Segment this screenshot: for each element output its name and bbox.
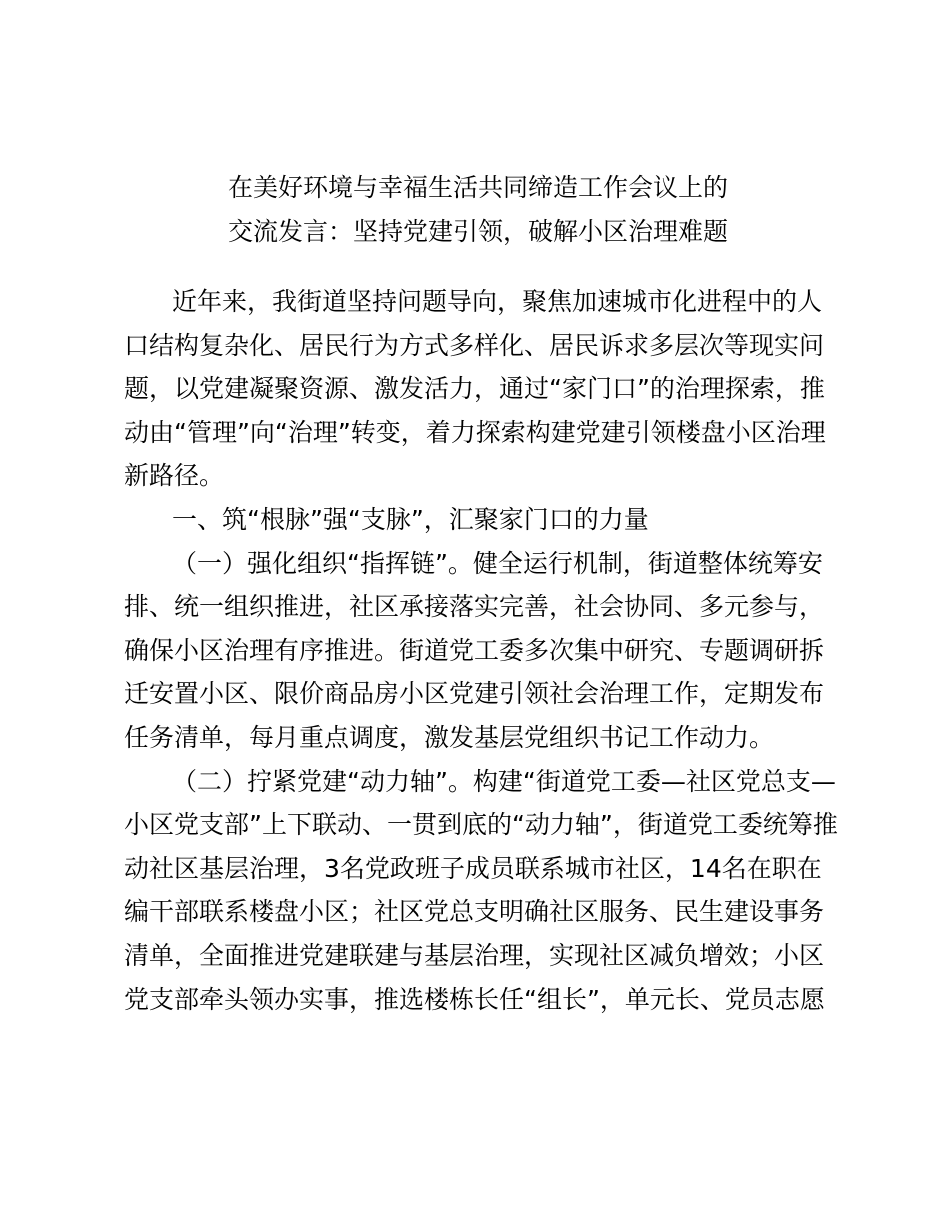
document-title xyxy=(120,166,836,253)
paragraph-subsection-1 xyxy=(124,542,834,760)
section-heading xyxy=(124,498,834,542)
text-line: 题，以党建凝聚资源、激发活力，通过“家门口”的治理探索，推 xyxy=(124,374,825,404)
text-line: 确保小区治理有序推进。街道党工委多次集中研究、专题调研拆 xyxy=(124,635,825,665)
text-line: 近年来，我街道坚持问题导向，聚焦加速城市化进程中的人 xyxy=(172,287,823,316)
text-line: 口结构复杂化、居民行为方式多样化、居民诉求多层次等现实问 xyxy=(124,330,825,360)
title-line: 在美好环境与幸福生活共同缔造工作会议上的 xyxy=(227,173,728,202)
document-body xyxy=(124,280,838,1021)
text-line: （二）拧紧党建“动力轴”。构建“街道党工委—社区党总支— xyxy=(172,766,836,796)
paragraph-subsection-2 xyxy=(124,760,838,1022)
text-line: 新路径。 xyxy=(124,461,225,491)
text-line: 迁安置小区、限价商品房小区党建引领社会治理工作，定期发布 xyxy=(124,679,825,709)
paragraph-intro xyxy=(124,280,834,498)
text-line: 小区党支部”上下联动、一贯到底的“动力轴”，街道党工委统筹推 xyxy=(124,810,838,840)
text-line: 动由“管理”向“治理”转变，着力探索构建党建引领楼盘小区治理 xyxy=(124,417,826,447)
text-line: 动社区基层治理，3名党政班子成员联系城市社区，14名在职在 xyxy=(124,853,822,883)
title-line: 交流发言：坚持党建引领，破解小区治理难题 xyxy=(227,216,728,246)
text-line: 任务清单，每月重点调度，激发基层党组织书记工作动力。 xyxy=(124,722,775,752)
heading-line: 一、筑“根脉”强“支脉”，汇聚家门口的力量 xyxy=(172,504,649,534)
text-line: （一）强化组织“指挥链”。健全运行机制，街道整体统筹安 xyxy=(172,548,823,578)
text-line: 编干部联系楼盘小区；社区党总支明确社区服务、民生建设事务 xyxy=(124,897,825,927)
text-line: 党支部牵头领办实事，推选楼栋长任“组长”，单元长、党员志愿 xyxy=(124,984,825,1014)
text-line: 清单，全面推进党建联建与基层治理，实现社区减负增效；小区 xyxy=(124,940,825,970)
text-line: 排、统一组织推进，社区承接落实完善，社会协同、多元参与， xyxy=(124,592,825,622)
